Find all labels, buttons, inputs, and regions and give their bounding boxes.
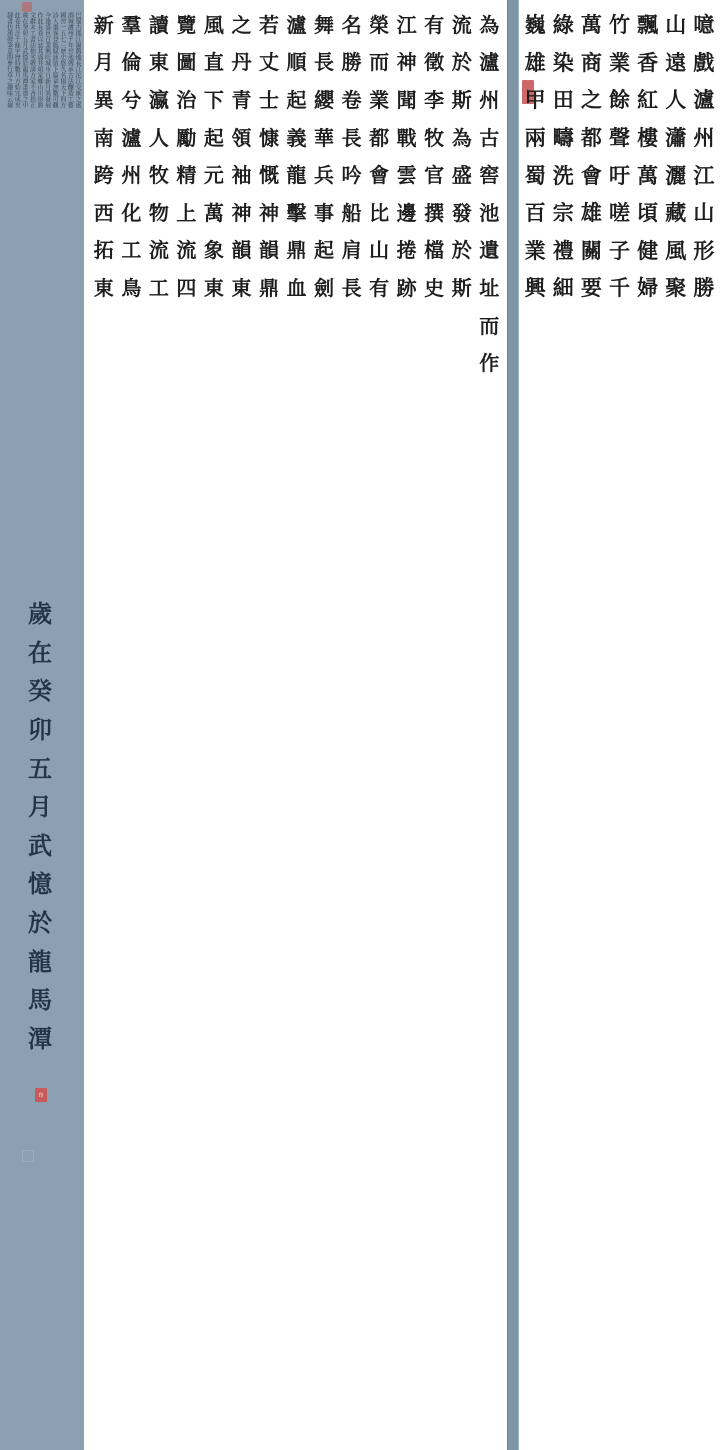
inscription-note-column: 作此長卷以誌其盛并頌家鄉山川形勝 xyxy=(36,12,44,108)
character: 香 xyxy=(637,49,659,75)
character: 聚 xyxy=(665,275,687,301)
character: 業 xyxy=(369,87,390,112)
text-column xyxy=(475,6,503,1444)
character: 圖 xyxy=(176,50,197,75)
character: 疇 xyxy=(552,125,574,151)
character: 神 xyxy=(396,50,417,75)
character: 兩 xyxy=(524,125,546,151)
character: 池 xyxy=(479,200,500,225)
character: 起 xyxy=(286,87,307,112)
character: 兮 xyxy=(121,87,142,112)
character: 長 xyxy=(314,50,335,75)
character: 址 xyxy=(479,275,500,300)
character: 丹 xyxy=(231,50,252,75)
character: 拓 xyxy=(93,238,114,263)
inscription-note-column: 詩人墨客登臨賦詠留下篇章無數可觀 xyxy=(51,12,59,108)
character: 州 xyxy=(121,163,142,188)
character: 跨 xyxy=(93,163,114,188)
character: 舞 xyxy=(314,12,335,37)
signature-character: 歲 xyxy=(28,599,52,629)
text-column xyxy=(145,6,173,1444)
character: 起 xyxy=(314,238,335,263)
character: 順 xyxy=(286,50,307,75)
character: 牧 xyxy=(148,163,169,188)
character: 要 xyxy=(580,275,602,301)
text-column xyxy=(365,6,393,1444)
character: 東 xyxy=(231,275,252,300)
character: 田 xyxy=(552,87,574,113)
signature-character: 武 xyxy=(28,830,52,860)
character: 聲 xyxy=(609,125,630,151)
character: 有 xyxy=(424,12,445,37)
character: 船 xyxy=(341,200,362,225)
text-column xyxy=(521,6,549,1444)
character: 細 xyxy=(552,275,574,301)
top-seal-icon xyxy=(22,2,32,12)
character: 餘 xyxy=(609,87,630,113)
character: 發 xyxy=(451,200,472,225)
character: 百 xyxy=(524,200,546,226)
character: 灑 xyxy=(665,162,687,188)
text-column xyxy=(549,6,577,1444)
character: 禮 xyxy=(552,237,574,263)
character: 瀘 xyxy=(693,87,715,113)
main-text-columns xyxy=(90,6,503,1444)
character: 婦 xyxy=(637,275,659,301)
signature-character: 憶 xyxy=(28,869,52,899)
signature-character: 於 xyxy=(28,908,52,938)
character: 樓 xyxy=(637,125,659,151)
character: 鼎 xyxy=(286,238,307,263)
signature xyxy=(14,595,66,1070)
character: 巍 xyxy=(524,12,546,38)
text-column xyxy=(662,6,690,1444)
character: 人 xyxy=(665,87,687,113)
character: 作 xyxy=(479,351,500,376)
character: 興 xyxy=(524,275,546,301)
character: 化 xyxy=(121,200,142,225)
text-column xyxy=(448,6,476,1444)
character: 流 xyxy=(451,12,472,37)
character: 長 xyxy=(341,275,362,300)
character: 名 xyxy=(341,12,362,37)
inscription-note-column: 酒城瀘州千年窖池傳承古法釀造工藝 xyxy=(66,12,74,108)
character: 劍 xyxy=(314,275,335,300)
character: 頃 xyxy=(637,200,659,226)
character: 勝 xyxy=(693,275,715,301)
mount-mark-icon xyxy=(22,1150,34,1162)
inscription-note-column: 歲在癸卯五月武憶於龍馬潭書齋之中 xyxy=(20,12,28,108)
text-column xyxy=(338,6,366,1444)
character: 萬 xyxy=(580,12,602,38)
character: 東 xyxy=(93,275,114,300)
character: 業 xyxy=(609,49,630,75)
character: 勵 xyxy=(176,125,197,150)
character: 噫 xyxy=(693,12,715,38)
character: 袖 xyxy=(231,163,252,188)
character: 紅 xyxy=(637,87,659,113)
character: 擊 xyxy=(286,200,307,225)
character: 東 xyxy=(148,50,169,75)
character: 起 xyxy=(203,125,224,150)
text-column xyxy=(393,6,421,1444)
character: 之 xyxy=(580,87,602,113)
character: 鳥 xyxy=(121,275,142,300)
main-text-panel xyxy=(84,0,507,1450)
right-text-columns xyxy=(521,6,718,1444)
text-column xyxy=(634,6,662,1444)
character: 精 xyxy=(176,163,197,188)
inscription-note-column: 此卷共計千餘字歷時數月方始完成矣 xyxy=(13,12,21,108)
character: 戰 xyxy=(396,125,417,150)
character: 捲 xyxy=(396,238,417,263)
character: 元 xyxy=(203,163,224,188)
character: 雄 xyxy=(524,49,546,75)
character: 象 xyxy=(203,238,224,263)
signature-character: 潭 xyxy=(28,1023,52,1053)
character: 丈 xyxy=(258,50,279,75)
character: 撰 xyxy=(424,200,445,225)
character: 宗 xyxy=(552,200,574,226)
character: 神 xyxy=(258,200,279,225)
character: 都 xyxy=(580,125,602,151)
text-column xyxy=(605,6,633,1444)
character: 雲 xyxy=(396,163,417,188)
character: 龍 xyxy=(286,163,307,188)
character: 西 xyxy=(93,200,114,225)
character: 慨 xyxy=(258,163,279,188)
signature-character: 卯 xyxy=(28,715,52,745)
character: 榮 xyxy=(369,12,390,37)
text-column xyxy=(690,6,718,1444)
character: 風 xyxy=(203,12,224,37)
character: 子 xyxy=(609,237,630,263)
character: 流 xyxy=(176,238,197,263)
text-column xyxy=(173,6,201,1444)
character: 於 xyxy=(451,238,472,263)
inscription-notes xyxy=(4,12,80,582)
character: 血 xyxy=(286,275,307,300)
character: 業 xyxy=(524,237,546,263)
character: 山 xyxy=(369,238,390,263)
character: 染 xyxy=(552,49,574,75)
character: 韻 xyxy=(258,238,279,263)
character: 瀘 xyxy=(286,12,307,37)
inscription-note-column: 今逢盛世百業興旺城市日新月異發展 xyxy=(43,12,51,108)
character: 工 xyxy=(121,238,142,263)
character: 都 xyxy=(369,125,390,150)
character: 會 xyxy=(369,163,390,188)
character: 長 xyxy=(341,125,362,150)
character: 直 xyxy=(203,50,224,75)
text-column xyxy=(255,6,283,1444)
text-column xyxy=(90,6,118,1444)
character: 千 xyxy=(609,275,630,301)
character: 纓 xyxy=(314,87,335,112)
character: 讀 xyxy=(148,12,169,37)
character: 工 xyxy=(148,275,169,300)
signature-character: 月 xyxy=(28,792,52,822)
character: 鼎 xyxy=(258,275,279,300)
character: 義 xyxy=(286,125,307,150)
character: 遺 xyxy=(479,238,500,263)
character: 上 xyxy=(176,200,197,225)
character: 斯 xyxy=(451,275,472,300)
character: 綠 xyxy=(552,12,574,38)
character: 嗟 xyxy=(609,200,630,226)
character: 領 xyxy=(231,125,252,150)
character: 藏 xyxy=(665,200,687,226)
character: 南 xyxy=(93,125,114,150)
signature-character: 癸 xyxy=(28,676,52,706)
character: 為 xyxy=(451,125,472,150)
character: 物 xyxy=(148,200,169,225)
character: 州 xyxy=(479,87,500,112)
character: 山 xyxy=(665,12,687,38)
character: 新 xyxy=(93,12,114,37)
character: 月 xyxy=(93,50,114,75)
character: 吟 xyxy=(341,163,362,188)
character: 四 xyxy=(176,275,197,300)
character: 流 xyxy=(148,238,169,263)
character: 關 xyxy=(580,237,602,263)
character: 於 xyxy=(451,50,472,75)
character: 而 xyxy=(369,50,390,75)
character: 異 xyxy=(93,87,114,112)
character: 比 xyxy=(369,200,390,225)
character: 治 xyxy=(176,87,197,112)
character: 甲 xyxy=(524,87,546,113)
signature-character: 龍 xyxy=(28,946,52,976)
character: 有 xyxy=(369,275,390,300)
character: 牧 xyxy=(424,125,445,150)
character: 商 xyxy=(580,49,602,75)
character: 萬 xyxy=(637,162,659,188)
signature-character: 五 xyxy=(28,753,52,783)
character: 之 xyxy=(231,12,252,37)
character: 蜀 xyxy=(524,162,546,188)
character: 山 xyxy=(693,200,715,226)
signature-character: 在 xyxy=(28,637,52,667)
character: 瀟 xyxy=(665,125,687,151)
character: 青 xyxy=(231,87,252,112)
inscription-note-column: 國窖一五七三歷史悠久名揚天下四方 xyxy=(58,12,66,108)
character: 勝 xyxy=(341,50,362,75)
character: 兵 xyxy=(314,163,335,188)
character: 跡 xyxy=(396,275,417,300)
text-column xyxy=(228,6,256,1444)
character: 盛 xyxy=(451,163,472,188)
text-column xyxy=(420,6,448,1444)
character: 聞 xyxy=(396,87,417,112)
character: 窖 xyxy=(479,163,500,188)
panel-divider xyxy=(507,0,519,1450)
character: 古 xyxy=(479,125,500,150)
character: 斯 xyxy=(451,87,472,112)
character: 韻 xyxy=(231,238,252,263)
character: 人 xyxy=(148,125,169,150)
signature-character: 馬 xyxy=(28,985,52,1015)
character: 瀛 xyxy=(148,87,169,112)
character: 為 xyxy=(479,12,500,37)
character: 華 xyxy=(314,125,335,150)
inscription-note-column: 巴蜀古郡江陽舊地長江沱江交匯之處 xyxy=(74,12,81,108)
text-column xyxy=(118,6,146,1444)
character: 江 xyxy=(396,12,417,37)
character: 健 xyxy=(637,237,659,263)
text-column xyxy=(283,6,311,1444)
character: 竹 xyxy=(609,12,630,38)
character: 而 xyxy=(479,313,500,338)
text-column xyxy=(310,6,338,1444)
character: 檔 xyxy=(424,238,445,263)
character: 慷 xyxy=(258,125,279,150)
inscription-note-column: 隸書仿漢碑筆意間參行草之趣味云爾 xyxy=(5,12,13,108)
character: 東 xyxy=(203,275,224,300)
character: 神 xyxy=(231,200,252,225)
character: 士 xyxy=(258,87,279,112)
text-column xyxy=(577,6,605,1444)
character: 覽 xyxy=(176,12,197,37)
character: 倫 xyxy=(121,50,142,75)
character: 邊 xyxy=(396,200,417,225)
character: 萬 xyxy=(203,200,224,225)
character: 吁 xyxy=(609,162,630,188)
character: 瀘 xyxy=(479,50,500,75)
right-text-panel xyxy=(519,0,720,1450)
character: 洗 xyxy=(552,162,574,188)
character: 徵 xyxy=(424,50,445,75)
character: 形 xyxy=(693,237,715,263)
character: 下 xyxy=(203,87,224,112)
inscription-note-column: 文辭未工書法拙劣敬請方家不吝指正 xyxy=(28,12,36,108)
character: 江 xyxy=(693,162,715,188)
character: 羣 xyxy=(121,12,142,37)
character: 雄 xyxy=(580,200,602,226)
character: 李 xyxy=(424,87,445,112)
artist-seal-icon: 印 xyxy=(35,1088,47,1102)
character: 州 xyxy=(693,125,715,151)
character: 官 xyxy=(424,163,445,188)
character: 史 xyxy=(424,275,445,300)
inscription-area xyxy=(0,0,84,1450)
character: 肩 xyxy=(341,238,362,263)
character: 風 xyxy=(665,237,687,263)
character: 戲 xyxy=(693,49,715,75)
character: 若 xyxy=(258,12,279,37)
character: 飄 xyxy=(637,12,659,38)
character: 事 xyxy=(314,200,335,225)
character: 卷 xyxy=(341,87,362,112)
character: 遠 xyxy=(665,49,687,75)
character: 會 xyxy=(580,162,602,188)
text-column xyxy=(200,6,228,1444)
character: 瀘 xyxy=(121,125,142,150)
